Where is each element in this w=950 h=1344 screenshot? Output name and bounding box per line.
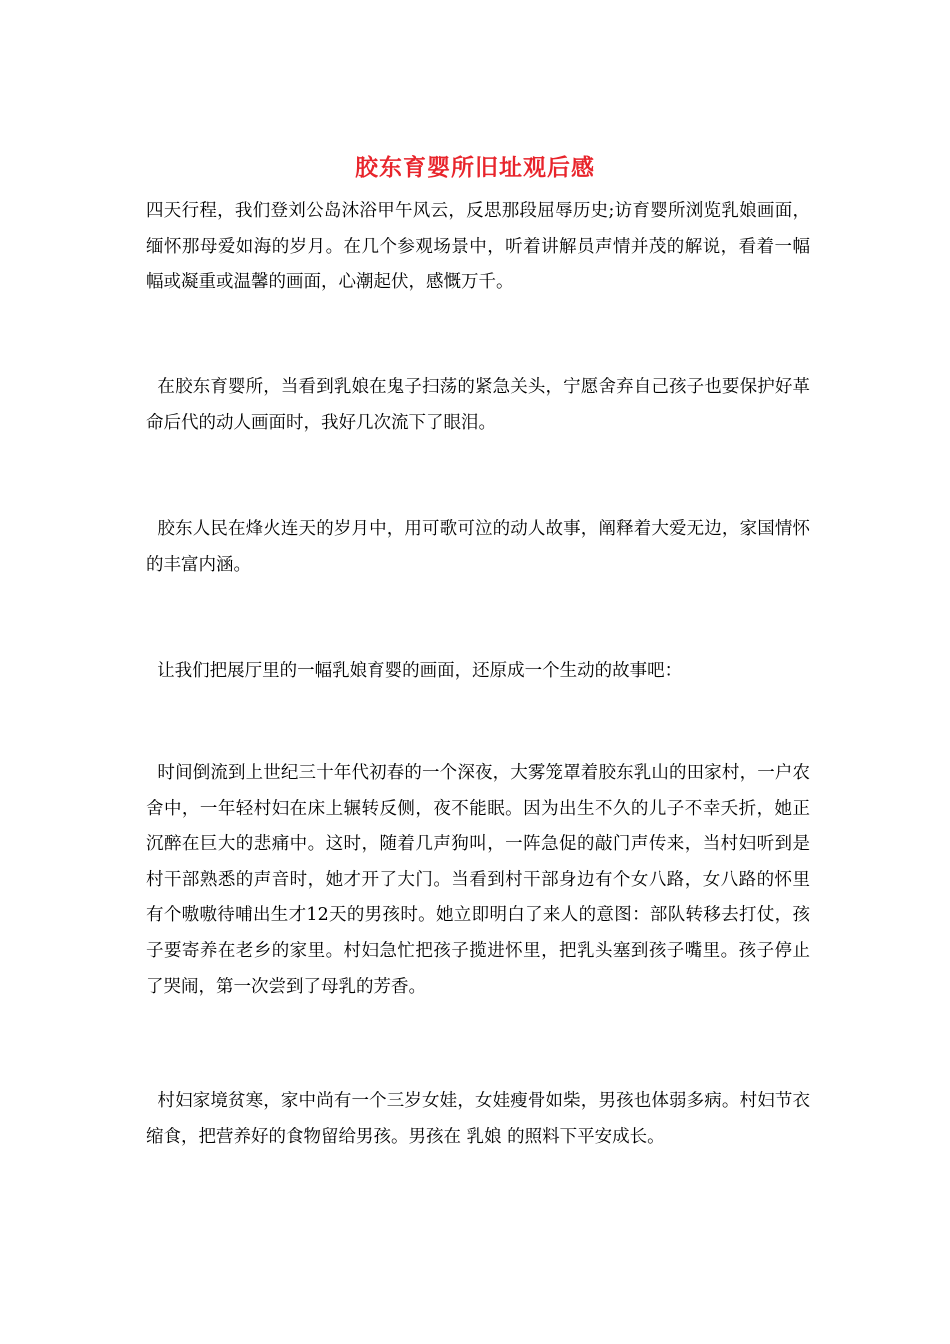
paragraph-5: 时间倒流到上世纪三十年代初春的一个深夜，大雾笼罩着胶东乳山的田家村，一户农舍中，一年轻村妇在床上辗转反侧，夜不能眠。因为出生不久的儿子不幸夭折，她正沉醉在巨大的悲痛中。这时，随着几声狗叫，一阵急促的敲门声传来，当村妇听到是村干部熟悉的声音时，她才开了大门。当看到村干部身边有个女八路，女八路的怀里有个嗷嗷待哺出生才12天的男孩时。她立即明白了来人的意图：部队转移去打仗，孩子要寄养在老乡的家里。村妇急忙把孩子揽进怀里，把乳头塞到孩子嘴里。孩子停止了哭闹，第一次尝到了母乳的芳香。 (146, 763, 810, 997)
paragraph-3: 胶东人民在烽火连天的岁月中，用可歌可泣的动人故事，阐释着大爱无边，家国情怀的丰富内涵。 (146, 519, 810, 575)
document-title: 胶东育婴所旧址观后感 (355, 154, 595, 181)
paragraph-4: 让我们把展厅里的一幅乳娘育婴的画面，还原成一个生动的故事吧： (146, 661, 683, 681)
paragraph-1: 四天行程，我们登刘公岛沐浴甲午风云，反思那段屈辱历史;访育婴所浏览乳娘画面，缅怀那母爱如海的岁月。在几个参观场景中，听着讲解员声情并茂的解说，看着一幅幅或凝重或温馨的画面，心潮起伏，感慨万千。 (146, 201, 810, 293)
paragraph-6: 村妇家境贫寒，家中尚有一个三岁女娃，女娃瘦骨如柴，男孩也体弱多病。村妇节衣缩食，把营养好的食物留给男孩。男孩在 乳娘 的照料下平安成长。 (146, 1091, 810, 1147)
paragraph-2: 在胶东育婴所，当看到乳娘在鬼子扫荡的紧急关头，宁愿舍弃自己孩子也要保护好革命后代的动人画面时，我好几次流下了眼泪。 (146, 377, 810, 433)
